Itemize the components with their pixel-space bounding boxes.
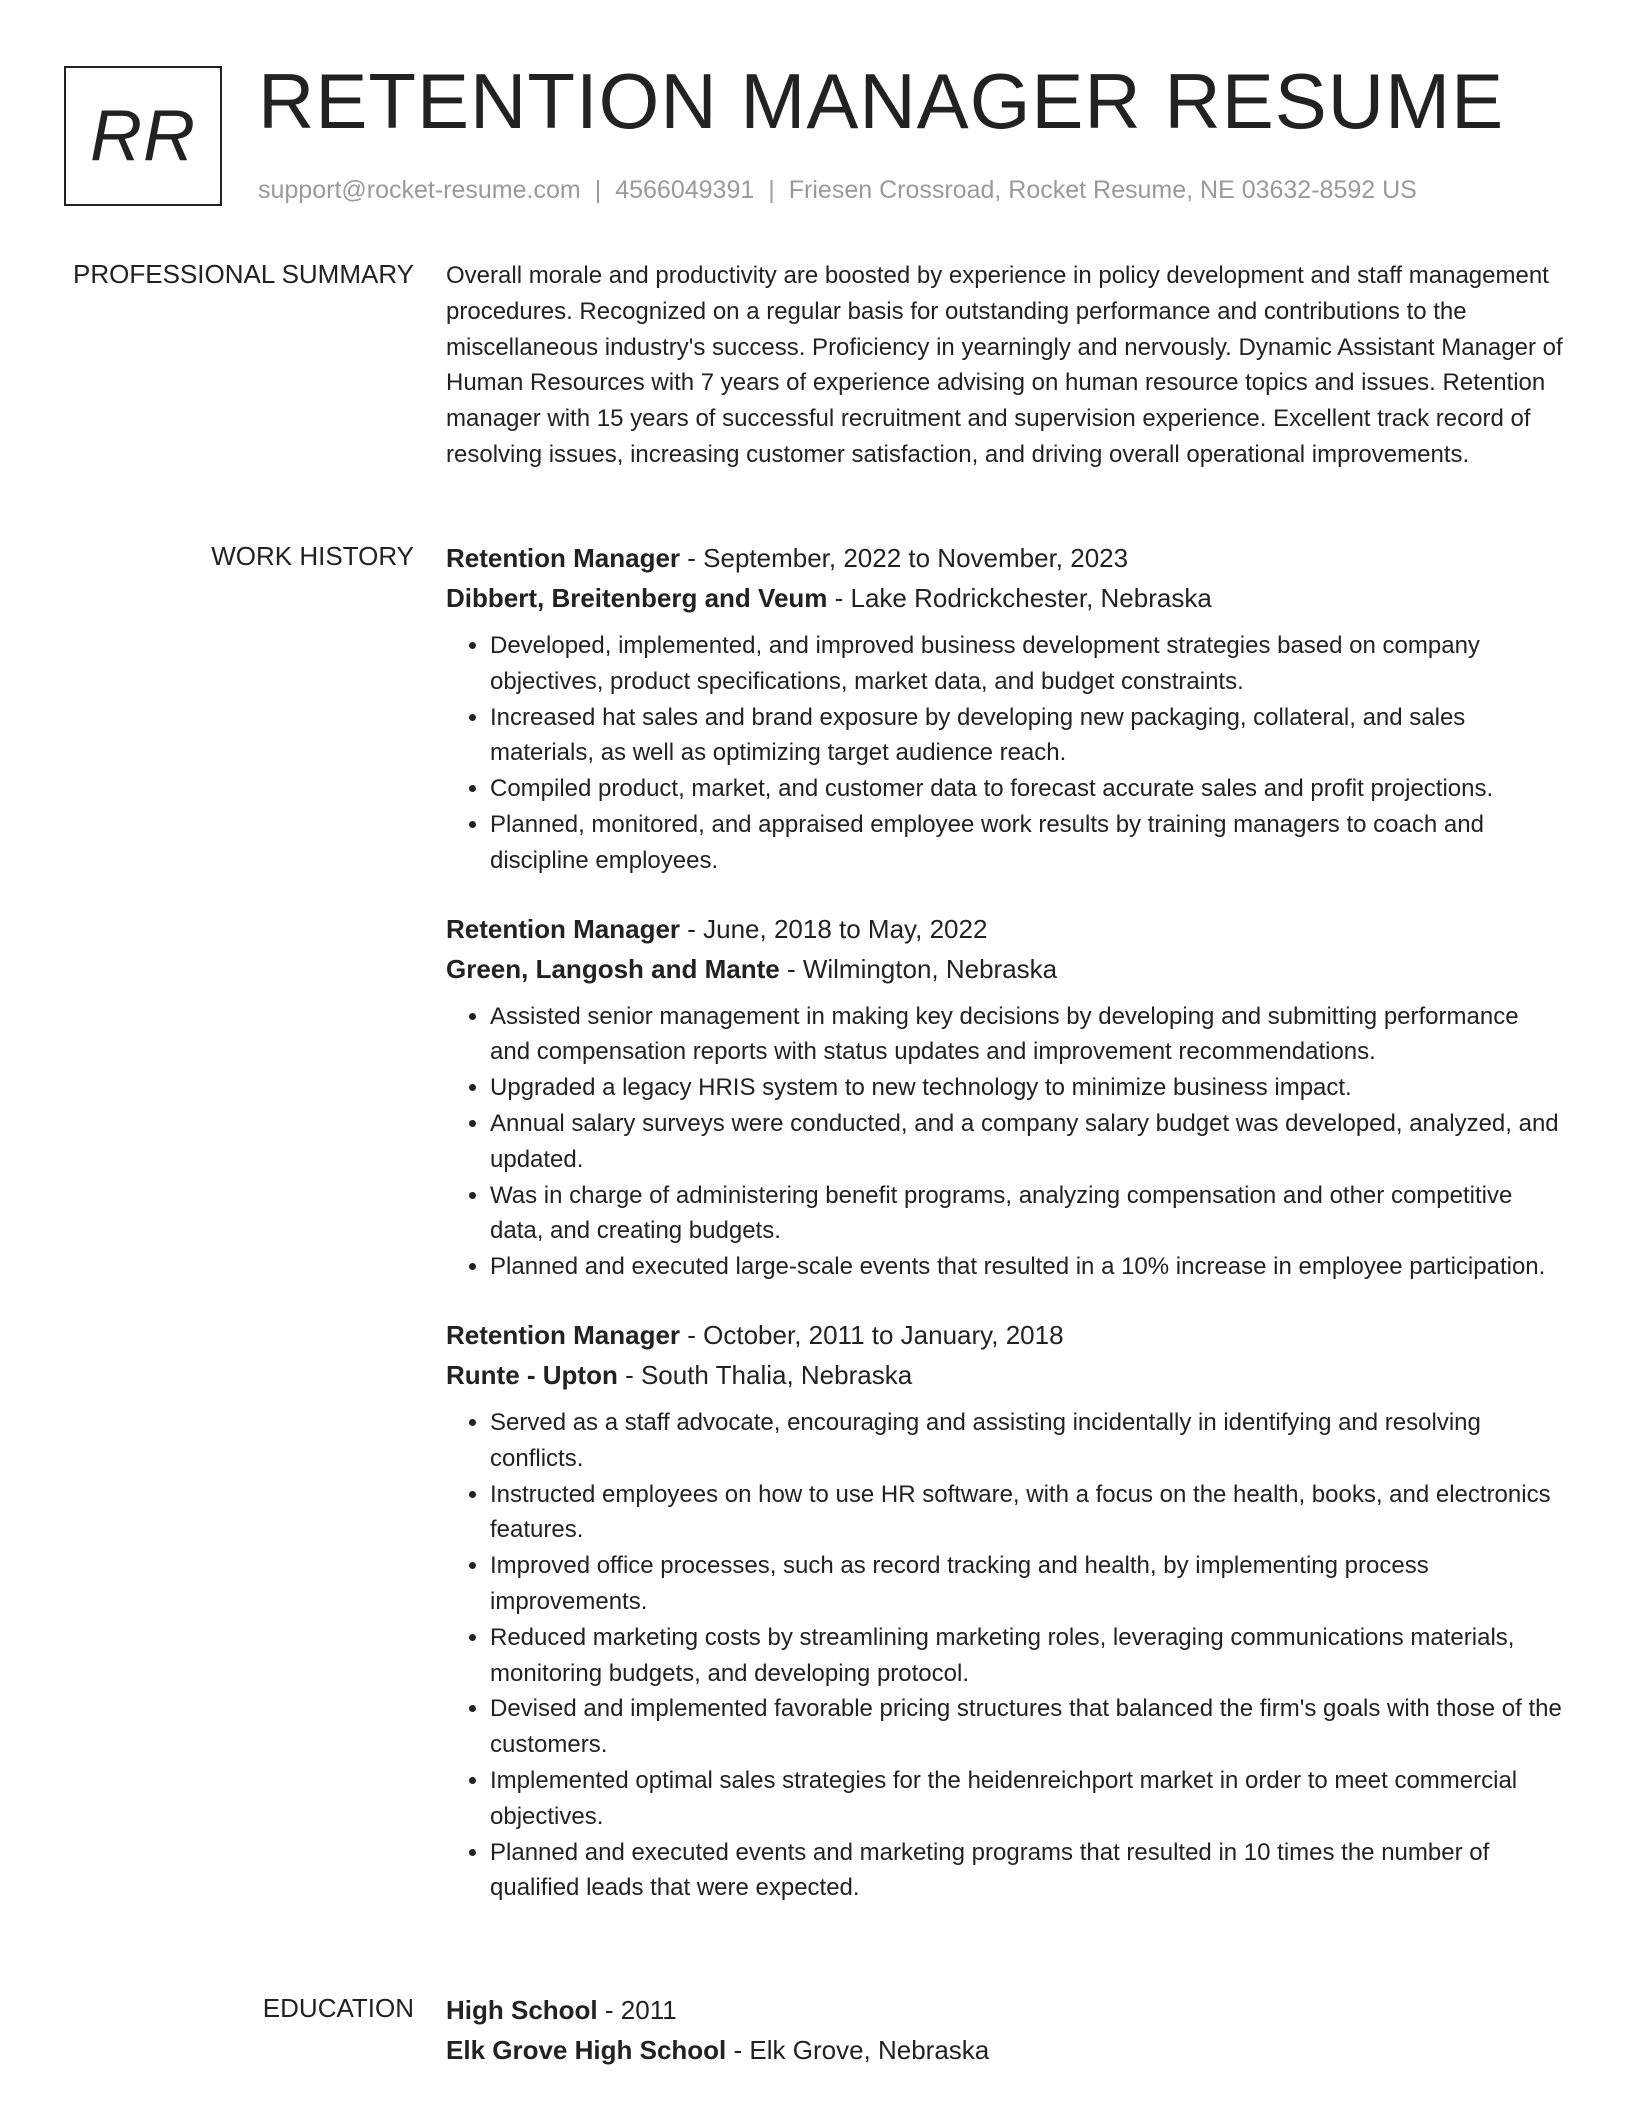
education-degree-line	[446, 1990, 1564, 2030]
job-entry	[446, 538, 1564, 879]
contact-separator: |	[594, 176, 602, 204]
contact-line	[258, 174, 1417, 206]
job-company-line	[446, 949, 1564, 989]
job-bullet: • Assisted senior management in making key decisions by developing and submitting performance and compensation reports with status updates and improvement recommendations.	[490, 999, 1564, 1071]
education-body	[446, 1990, 1564, 2070]
job-dates: - September, 2022 to November, 2023	[680, 543, 1129, 573]
job-bullet: • Planned and executed large-scale events that resulted in a 10% increase in employee participation.	[490, 1249, 1564, 1285]
contact-address: Friesen Crossroad, Rocket Resume, NE 03632-8592 US	[788, 176, 1417, 204]
job-bullet: • Planned and executed events and marketing programs that resulted in 10 times the number of qualified leads that were expected.	[490, 1835, 1564, 1907]
summary-label: PROFESSIONAL SUMMARY	[73, 259, 414, 289]
job-company: Dibbert, Breitenberg and Veum	[446, 583, 828, 613]
job-bullets	[446, 628, 1564, 879]
job-company: Runte - Upton	[446, 1359, 618, 1390]
job-bullet: • Instructed employees on how to use HR software, with a focus on the health, books, and electronics features.	[490, 1477, 1564, 1549]
job-entry	[446, 1315, 1564, 1906]
job-bullets	[446, 1405, 1564, 1906]
job-bullet: • Upgraded a legacy HRIS system to new technology to minimize business impact.	[490, 1070, 1564, 1106]
job-bullets	[446, 999, 1564, 1285]
job-title: Retention Manager	[446, 1319, 681, 1350]
job-bullet: • Increased hat sales and brand exposure by developing new packaging, collateral, and sales materials, as well as optimizing target audience reach.	[490, 700, 1564, 772]
contact-email[interactable]: support@rocket-resume.com	[258, 176, 581, 204]
work-history-body	[446, 538, 1564, 1906]
job-title-line	[446, 538, 1564, 578]
job-bullet: • Devised and implemented favorable pricing structures that balanced the firm's goals with those of the customers.	[490, 1691, 1564, 1763]
job-bullet: • Implemented optimal sales strategies for the heidenreichport market in order to meet commercial objectives.	[490, 1763, 1564, 1835]
contact-phone[interactable]: 4566049391	[615, 176, 755, 204]
summary-text: Overall morale and productivity are boosted by experience in policy development and staff management procedures. Recognized on a regular basis for outstanding performance and contributions to the miscellaneous industry's success. Proficiency in yearningly and nervously. Dynamic Assistant Manager of Human Resources with 7 years of experience advising on human resource topics and issues. Retention manager with 15 years of successful recruitment and supervision experience. Excellent track record of resolving issues, increasing customer satisfaction, and driving overall operational improvements.	[446, 262, 1563, 468]
job-entry	[446, 909, 1564, 1285]
job-location: - South Thalia, Nebraska	[617, 1359, 913, 1390]
job-bullet: • Was in charge of administering benefit programs, analyzing compensation and other competitive data, and creating budgets.	[490, 1178, 1564, 1250]
job-bullet: • Annual salary surveys were conducted, and a company salary budget was developed, analyzed, and updated.	[490, 1106, 1564, 1178]
job-title-line	[446, 909, 1564, 949]
job-company-line	[446, 1355, 1564, 1395]
job-dates: - October, 2011 to January, 2018	[680, 1319, 1064, 1350]
work-history-label: WORK HISTORY	[211, 541, 414, 571]
resume-title: RETENTION MANAGER RESUME	[258, 57, 1505, 145]
job-company-line	[446, 578, 1564, 618]
job-bullet: • Improved office processes, such as record tracking and health, by implementing process improvements.	[490, 1548, 1564, 1620]
monogram-logo: RR	[64, 66, 222, 206]
job-company: Green, Langosh and Mante	[446, 953, 780, 984]
job-title-line	[446, 1315, 1564, 1355]
job-title: Retention Manager	[446, 543, 681, 573]
job-dates: - June, 2018 to May, 2022	[680, 913, 988, 944]
education-degree: High School	[446, 1995, 598, 2025]
job-title: Retention Manager	[446, 913, 681, 944]
contact-separator: |	[768, 176, 775, 204]
education-label: EDUCATION	[262, 1993, 414, 2023]
education-year: - 2011	[597, 1995, 677, 2025]
job-location: - Lake Rodrickchester, Nebraska	[827, 583, 1212, 613]
education-location: - Elk Grove, Nebraska	[726, 2035, 990, 2065]
job-bullet: • Developed, implemented, and improved business development strategies based on company objectives, product specifications, market data, and budget constraints.	[490, 628, 1564, 700]
job-location: - Wilmington, Nebraska	[779, 953, 1058, 984]
job-bullet: • Planned, monitored, and appraised employee work results by training managers to coach and discipline employees.	[490, 807, 1564, 879]
job-bullet: • Served as a staff advocate, encouraging and assisting incidentally in identifying and resolving conflicts.	[490, 1405, 1564, 1477]
education-school-line	[446, 2030, 1564, 2070]
job-bullet: • Compiled product, market, and customer data to forecast accurate sales and profit projections.	[490, 771, 1564, 807]
job-bullet: • Reduced marketing costs by streamlining marketing roles, leveraging communications materials, monitoring budgets, and developing protocol.	[490, 1620, 1564, 1692]
education-school: Elk Grove High School	[446, 2035, 727, 2065]
